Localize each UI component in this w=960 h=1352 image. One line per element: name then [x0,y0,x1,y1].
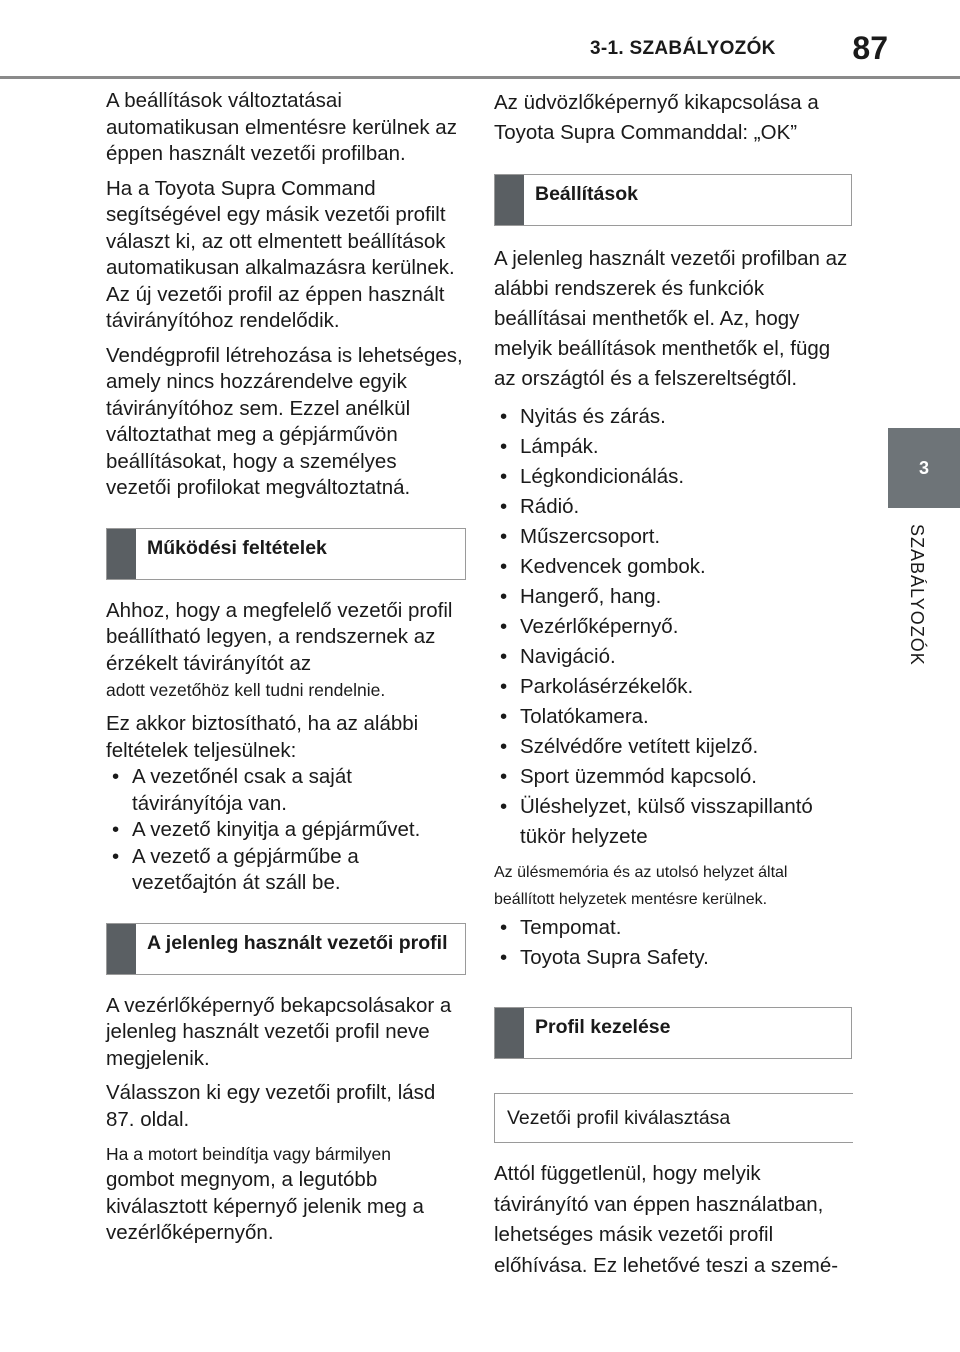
section-title: Működési feltételek [147,536,327,559]
list-item: • Lámpák. [494,432,852,462]
paragraph: Ez akkor biztosítható, ha az alábbi feltételek teljesülnek: [106,712,419,762]
page-number: 87 [852,30,888,66]
list-item: • Üléshelyzet, külső visszapillantó tükör helyzete [494,792,852,852]
subsection-heading-select-profile: Vezetői profil kiválasztása [494,1093,853,1143]
left-column [106,88,466,1247]
paragraph: Válasszon ki egy vezetői profilt, lásd 87. oldal. [106,1081,436,1131]
chapter-tab-label: SZABÁLYOZÓK [907,524,927,666]
paragraph: Attól függetlenül, hogy melyik távirányító van éppen használatban, lehetséges másik vezetői profil előhívása. Ez lehetővé teszi a szemé- [494,1162,839,1277]
header-divider [0,76,960,79]
paragraph: gombot megnyom, a legutóbb kiválasztott képernyő jelenik meg a vezérlőképernyőn. [106,1168,424,1244]
list-item: • A vezető kinyitja a gépjárművet. [106,817,466,844]
list-item: • A vezető a gépjárműbe a vezetőajtón át száll be. [106,844,466,897]
section-heading-settings [494,174,852,226]
list-item: • Kedvencek gombok. [494,552,852,582]
list-item: • Műszercsoport. [494,522,852,552]
list-item: • Vezérlőképernyő. [494,612,852,642]
list-item: • Nyitás és zárás. [494,402,852,432]
section-title: Beállítások [535,183,638,205]
note-text: Az ülésmemória és az utolsó helyzet által beállított helyzetek mentésre kerülnek. [494,864,788,908]
list-item: • Hangerő, hang. [494,582,852,612]
right-column [494,88,852,1281]
list-item: • Tolatókamera. [494,702,852,732]
paragraph: Az üdvözlőképernyő kikapcsolása a Toyota Supra Commanddal: „OK” [494,91,819,144]
list-item: • Sport üzemmód kapcsoló. [494,762,852,792]
paragraph: Ha a Toyota Supra Command segítségével egy másik vezetői profilt választ ki, az ott elmentett beállítások automatikusan alkalmazásra kerülnek. Az új vezetői profil az éppen használt távirányítóhoz rendelődik. [106,176,455,332]
list-item: • A vezetőnél csak a saját távirányítója van. [106,764,466,817]
paragraph: A beállítások változtatásai automatikusan elmentésre kerülnek az éppen használt vezetői profilban. [106,89,457,165]
section-title: A jelenleg használt vezetői profil [147,931,448,954]
list-item: • Parkolásérzékelők. [494,672,852,702]
chapter-title: 3-1. SZABÁLYOZÓK [590,38,776,59]
section-heading-profile-management [494,1007,852,1059]
section-title: Profil kezelése [535,1016,671,1038]
list-item: • Rádió. [494,492,852,522]
list-item: • Szélvédőre vetített kijelző. [494,732,852,762]
paragraph: Ahhoz, hogy a megfelelő vezetői profil beállítható legyen, a rendszernek az érzékelt távirányítót az [106,598,453,675]
settings-list-extra [494,913,852,973]
paragraph-small: Ha a motort beindítja vagy bármilyen [106,1144,391,1164]
conditions-list [106,764,466,897]
paragraph: Vendégprofil létrehozása is lehetséges, amely nincs hozzárendelve egyik távirányítóhoz sem. Ezzel anélkül változtathat meg a gépjárművön beállításokat, hogy a személyes vezetői profilokat megváltoztatná. [106,343,463,499]
chapter-tab [888,428,960,508]
section-heading-operating-conditions [106,528,466,580]
paragraph: A jelenleg használt vezetői profilban az alábbi rendszerek és funkciók beállításai menthetők el. Az, hogy melyik beállítások menthetők el, függ az országtól és a felszereltségtől. [494,247,848,390]
list-item: • Tempomat. [494,913,852,943]
list-item: • Toyota Supra Safety. [494,943,852,973]
list-item: • Navigáció. [494,642,852,672]
settings-list [494,402,852,852]
list-item: • Légkondicionálás. [494,462,852,492]
section-heading-current-profile [106,923,466,975]
paragraph: A vezérlőképernyő bekapcsolásakor a jelenleg használt vezetői profil neve megjelenik. [106,993,452,1070]
paragraph-small: adott vezetőhöz kell tudni rendelnie. [106,680,386,700]
chapter-tab-number: 3 [918,457,929,478]
